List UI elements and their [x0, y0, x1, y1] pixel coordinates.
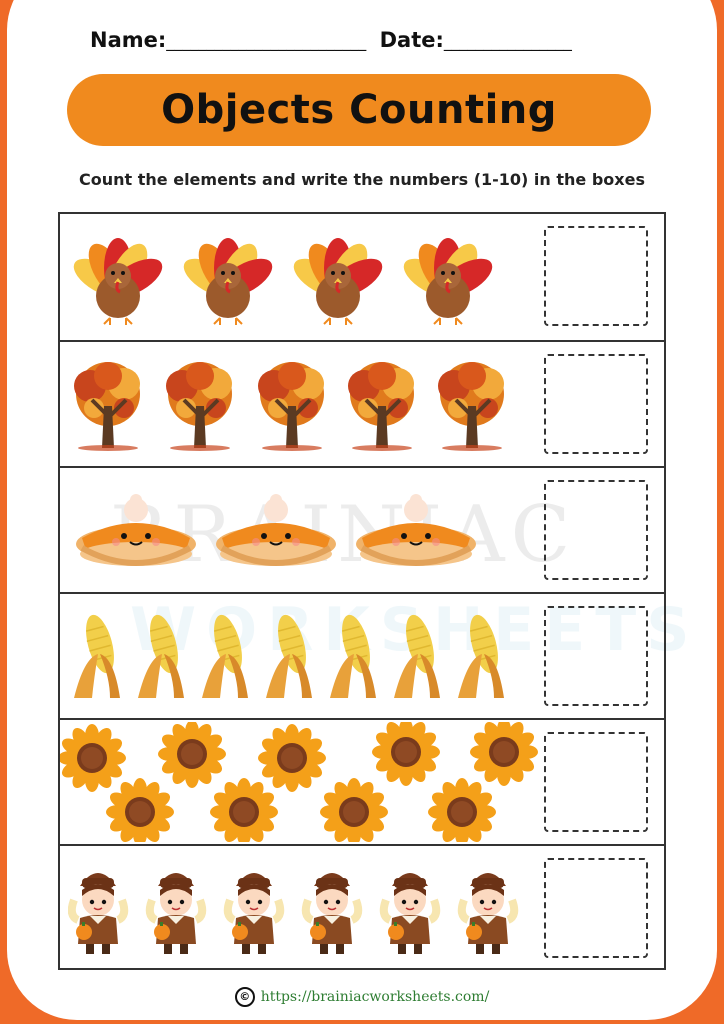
tree-4	[348, 362, 414, 451]
sunflower-8	[428, 778, 496, 842]
name-line[interactable]: _________________________	[166, 32, 367, 51]
answer-box-2[interactable]	[544, 354, 648, 454]
sunflower-4	[210, 778, 278, 842]
pie-1	[76, 494, 196, 566]
answer-box-4[interactable]	[544, 606, 648, 706]
copyright-icon: ©	[235, 987, 255, 1007]
tree-2	[166, 362, 232, 451]
pilgrim-4	[306, 873, 359, 954]
pilgrim-group	[68, 860, 538, 960]
sunflower-3	[158, 722, 226, 788]
sunflower-group	[60, 722, 540, 842]
answer-box-6[interactable]	[544, 858, 648, 958]
instruction-text: Count the elements and write the numbers (1-10) in the boxes	[79, 170, 645, 189]
tree-3	[258, 362, 324, 451]
tree-group	[64, 356, 524, 456]
date-line[interactable]: ________________	[443, 32, 572, 51]
sunflower-1	[60, 724, 126, 792]
pie-2	[216, 494, 336, 566]
corn-4	[266, 612, 312, 698]
row-turkey	[60, 214, 664, 338]
answer-box-1[interactable]	[544, 226, 648, 326]
date-label: Date:	[379, 28, 444, 52]
corn-group	[64, 608, 534, 708]
corn-6	[394, 612, 440, 698]
answer-box-5[interactable]	[544, 732, 648, 832]
turkey-group	[68, 228, 528, 328]
pilgrim-3	[228, 873, 281, 954]
corn-2	[138, 612, 184, 698]
turkey-1	[68, 238, 168, 325]
pilgrim-6	[462, 873, 515, 954]
footer	[0, 987, 724, 1007]
row-corn	[60, 592, 664, 716]
sunflower-6	[320, 778, 388, 842]
row-tree	[60, 340, 664, 464]
corn-5	[330, 612, 376, 698]
header-line	[90, 28, 690, 64]
turkey-4	[398, 238, 499, 325]
answer-box-3[interactable]	[544, 480, 648, 580]
turkey-3	[288, 238, 389, 325]
turkey-2	[178, 238, 279, 325]
pilgrim-1	[72, 873, 125, 954]
page-title: Objects Counting	[161, 87, 557, 133]
row-pilgrim	[60, 844, 664, 968]
tree-1	[74, 362, 140, 451]
corn-3	[202, 612, 248, 698]
counting-grid	[58, 212, 666, 970]
title-banner	[67, 74, 651, 146]
corn-7	[458, 612, 504, 698]
tree-5	[438, 362, 504, 451]
pie-3	[356, 494, 476, 566]
name-label: Name:	[90, 28, 167, 52]
pilgrim-2	[150, 873, 203, 954]
sunflower-5	[258, 724, 326, 792]
row-sunflower	[60, 718, 664, 842]
footer-link[interactable]: https://brainiacworksheets.com/	[260, 989, 490, 1005]
corn-1	[74, 612, 120, 698]
sunflower-7	[372, 722, 440, 786]
sunflower-9	[470, 722, 538, 786]
pie-group	[74, 488, 494, 578]
row-pie	[60, 466, 664, 590]
pilgrim-5	[384, 873, 437, 954]
sunflower-2	[106, 778, 174, 842]
